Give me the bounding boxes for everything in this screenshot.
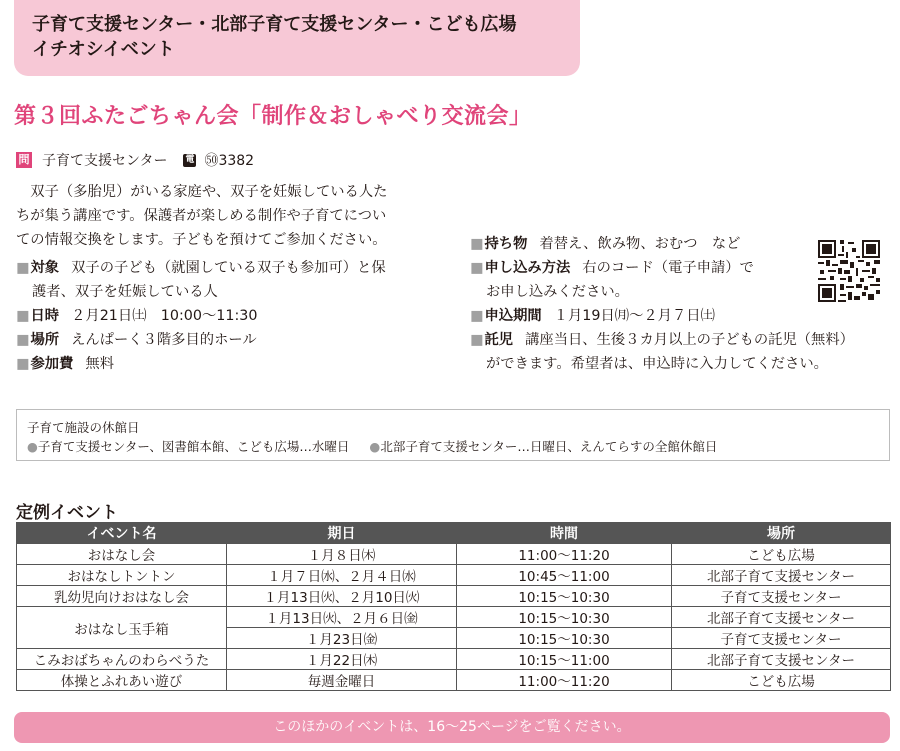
more-events-banner[interactable]: このほかのイベントは、16～25ページをご覧ください。 — [14, 712, 890, 743]
phone-number: ㊿3382 — [204, 153, 255, 169]
detail-value-cont: ができます。希望者は、申込時に入力してください。 — [486, 356, 828, 372]
event-date: １月７日㈬、２月４日㈬ — [227, 565, 457, 586]
detail-value: 無料 — [85, 356, 114, 372]
detail-value: えんぱーく３階多目的ホール — [71, 332, 257, 348]
header-banner — [14, 0, 580, 76]
event-place: 北部子育て支援センター — [672, 607, 891, 628]
event-date: １月８日㈭ — [227, 544, 457, 565]
organizer-name: 子育て支援センター — [42, 153, 168, 169]
column-header: 場所 — [672, 523, 891, 544]
bullet-icon: ● — [27, 439, 38, 454]
event-place: こども広場 — [672, 670, 891, 691]
event-time: 10:15～10:30 — [457, 586, 672, 607]
detail-period — [470, 304, 890, 328]
event-place: こども広場 — [672, 544, 891, 565]
detail-target — [16, 256, 446, 280]
detail-value: 着替え、飲み物、おむつ など — [539, 236, 741, 252]
event-date: １月23日㈮ — [227, 628, 457, 649]
detail-childcare — [470, 328, 890, 352]
detail-label: ■ 持ち物 — [470, 236, 527, 252]
phone-icon: 電 — [185, 154, 195, 165]
table-row — [17, 544, 891, 565]
detail-label: ■ 日時 — [16, 308, 59, 324]
detail-value: 双子の子ども（就園している双子も参加可）と保 — [71, 260, 386, 276]
detail-label: ■ 対象 — [16, 260, 59, 276]
header-title-line1: 子育て支援センター・北部子育て支援センター・こども広場 — [32, 14, 517, 35]
column-header: 期日 — [227, 523, 457, 544]
detail-label: ■ 参加費 — [16, 356, 73, 372]
event-time: 11:00～11:20 — [457, 670, 672, 691]
detail-value: ２月21日㈯ 10:00～11:30 — [71, 308, 258, 324]
event-time: 10:45～11:00 — [457, 565, 672, 586]
blank-panel — [640, 66, 850, 226]
column-header: 時間 — [457, 523, 672, 544]
event-place: 北部子育て支援センター — [672, 565, 891, 586]
column-header: イベント名 — [17, 523, 227, 544]
detail-value: 右のコード（電子申請）で — [582, 260, 754, 276]
event-title: 第３回ふたごちゃん会「制作＆おしゃべり交流会」 — [14, 104, 532, 129]
description-line: ちが集う講座です。保護者が楽しめる制作や子育てについ — [16, 208, 387, 224]
event-date: １月22日㈭ — [227, 649, 457, 670]
event-name: こみおばちゃんのわらべうた — [17, 649, 227, 670]
event-details-left — [16, 256, 446, 376]
inquiry-icon: 問 — [16, 152, 32, 168]
event-name: おはなし会 — [17, 544, 227, 565]
event-place: 子育て支援センター — [672, 628, 891, 649]
detail-label: ■ 申込期間 — [470, 308, 542, 324]
table-row — [17, 586, 891, 607]
header-title-line2: イチオシイベント — [32, 39, 175, 60]
detail-date — [16, 304, 446, 328]
description-line: 双子（多胎児）がいる家庭や、双子を妊娠している人た — [30, 184, 388, 200]
detail-value-cont: 護者、双子を妊娠している人 — [32, 284, 218, 300]
qr-code-icon[interactable] — [816, 238, 882, 304]
event-time: 10:15～10:30 — [457, 628, 672, 649]
event-time: 10:15～10:30 — [457, 607, 672, 628]
event-name: おはなしトントン — [17, 565, 227, 586]
event-date: 毎週金曜日 — [227, 670, 457, 691]
closed-days-title: 子育て施設の休館日 — [27, 420, 140, 435]
regular-events-table — [16, 522, 891, 691]
event-time: 11:00～11:20 — [457, 544, 672, 565]
event-description — [16, 180, 442, 252]
event-place: 北部子育て支援センター — [672, 649, 891, 670]
event-place: 子育て支援センター — [672, 586, 891, 607]
bullet-icon: ● — [369, 439, 381, 454]
closed-days-box — [16, 409, 890, 461]
table-header-row — [17, 523, 891, 544]
event-contact — [16, 150, 254, 170]
closed-days-item: 子育て支援センター、図書館本館、こども広場…水曜日 — [37, 439, 350, 454]
table-row — [17, 670, 891, 691]
detail-label: ■ 託児 — [470, 332, 513, 348]
detail-value-cont: お申し込みください。 — [486, 284, 629, 300]
closed-days-list — [27, 437, 879, 456]
event-date: １月13日㈫、２月６日㈮ — [227, 607, 457, 628]
detail-label: ■ 申し込み方法 — [470, 260, 570, 276]
event-time: 10:15～11:00 — [457, 649, 672, 670]
regular-events-heading: 定例イベント — [16, 503, 118, 523]
description-line: ての情報交換をします。子どもを預けてご参加ください。 — [16, 232, 387, 248]
event-name: 乳幼児向けおはなし会 — [17, 586, 227, 607]
event-name: おはなし玉手箱 — [17, 607, 227, 649]
table-row — [17, 649, 891, 670]
event-date: １月13日㈫、２月10日㈫ — [227, 586, 457, 607]
detail-value: 講座当日、生後３カ月以上の子どもの託児（無料） — [525, 332, 854, 348]
table-row — [17, 565, 891, 586]
detail-place — [16, 328, 446, 352]
detail-label: ■ 場所 — [16, 332, 59, 348]
closed-days-item: 北部子育て支援センター…日曜日、えんてらすの全館休館日 — [380, 439, 718, 454]
event-name: 体操とふれあい遊び — [17, 670, 227, 691]
detail-fee — [16, 352, 446, 376]
detail-value: １月19日㈪～２月７日㈯ — [553, 308, 715, 324]
table-row — [17, 607, 891, 628]
